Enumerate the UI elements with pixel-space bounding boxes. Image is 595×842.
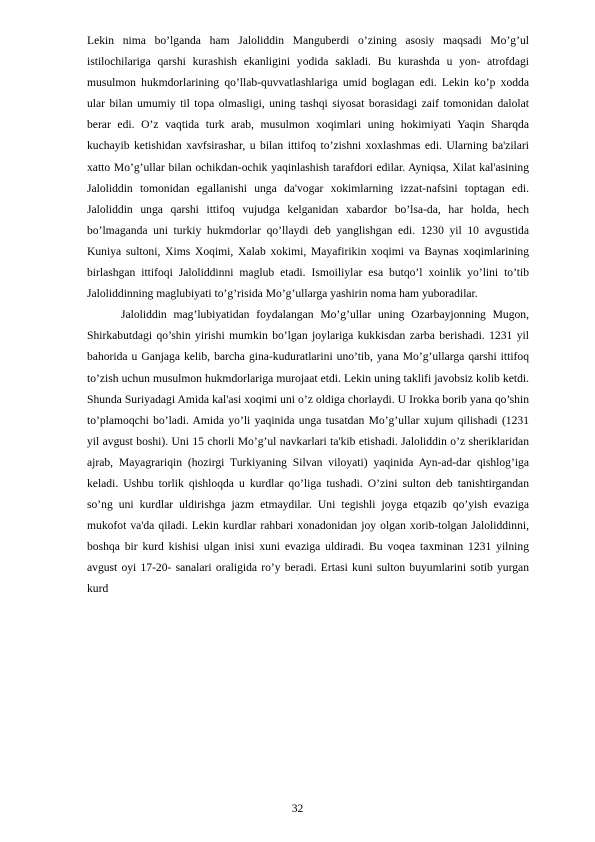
paragraph-2: Jaloliddin mag’lubiyatidan foydalangan Mo’g’ullar uning Ozarbayjonning Mugon, Shirkabutdagi qo’shin yirishi mumkin bo’lgan joylariga kukkisdan zarba berishadi. 1231 yil bahorida u Ganjaga kelib, barcha gina-kuduratlarini uno’tib, yana Mo’g’ullarga qarshi ittifoq to’zish uchun musulmon hukmdorlariga murojaat etdi. Lekin uning taklifi javobsiz kolib ketdi. Shunda Suriyadagi Amida kal'asi xoqimi uni o’z oldiga chorlaydi. U Irokka borib yana qo’shin to’plamoqchi bo’ladi. Amida yo’li yaqinida unga tusatdan Mo’g’ullar xujum qilishadi (1231 yil avgust boshi). Uni 15 chorli Mo’g’ul navkarlari ta'kib etishadi. Jaloliddin o’z sheriklaridan ajrab, Mayagrariqin (hozirgi Turkiyaning Silvan viloyati) yaqinida Ayn-ad-dar qishlog’iga keladi. Ushbu torlik qishloqda u kurdlar qo’liga tushadi. O’zini sulton deb tanishtirgandan so’ng uni kurdlar uldirishga jazm etmaydilar. Uni tegishli joyga etqazib qo’yish evaziga mukofot va'da qiladi. Lekin kurdlar rahbari xonadonidan joy olgan xorib-tolgan Jaloliddinni, boshqa bir kurd kishisi ulgan inisi xuni evaziga uldiradi. Bu voqea taxminan 1231 yilning avgust oyi 17-20- sanalari oraligida ro’y beradi. Ertasi kuni sulton buyumlarini sotib yurgan kurd: [87, 308, 529, 596]
paragraph-1: Lekin nima bo’lganda ham Jaloliddin Manguberdi o’zining asosiy maqsadi Mo’g’ul istilochilariga qarshi kurashish ekanligini yodida sakladi. Bu kurashda u yon- atrofdagi musulmon hukmdorlarining qo’llab-quvvatlashlariga umid boglagan edi. Lekin ko’p xodda ular bilan umumiy til topa olmasligi, uning tashqi siyosat borasidagi zaif tomonidan dalolat berar edi. O’z vaqtida turk arab, musulmon xoqimlari uning hokimiyati Yaqin Sharqda kuchayib ketishidan xavfsirashar, u bilan ittifoq to’zishni xoxlashmas edi. Ularning ba'zilari xatto Mo’g’ullar bilan ochikdan-ochik yaqinlashish tarafdori edilar. Ayniqsa, Xilat kal'asining Jaloliddin tomonidan egallanishi unga da'vogar xokimlarning izzat-nafsini toptagan edi. Jaloliddin unga qarshi ittifoq vujudga kelganidan xabardor bo’lsa-da, har holda, hech bo’lmaganda uni turkiy hukmdorlar qo’llaydi deb yanglishgan edi. 1230 yil 10 avgustida Kuniya sultoni, Xims Xoqimi, Xalab xokimi, Mayafirikin xoqimi va Baynas xoqimlarining birlashgan ittifoqi Jaloliddinni maglub etadi. Ismoiliylar esa butqo’l xoinlik yo’lini to’tib Jaloliddinning maglubiyati to’g’risida Mo’g’ullarga yashirin noma ham yuboradilar.: [87, 34, 529, 301]
page-number: 32: [291, 802, 304, 815]
body-text: [87, 30, 529, 600]
